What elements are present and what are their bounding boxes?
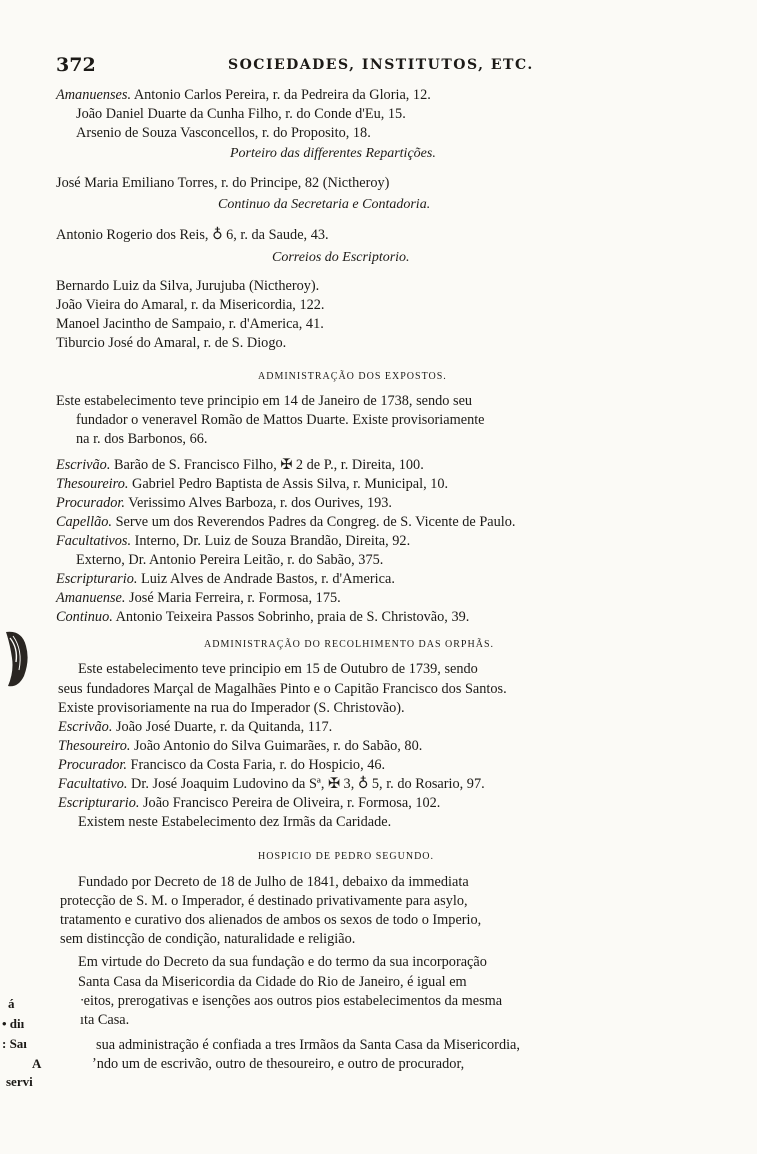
text-line: sem distincção de condição, naturalidade e religião. xyxy=(60,931,356,947)
margin-fragment: • diı xyxy=(2,1016,25,1031)
margin-fragment: á xyxy=(8,996,15,1011)
text-line: Facultativos. Interno, Dr. Luiz de Souza Brandão, Direita, 92. xyxy=(56,533,411,549)
text-line: Facultativo. Dr. José Joaquim Ludovino da Sª, ✠ 3, ♁ 5, r. do Rosario, 97. xyxy=(58,776,485,792)
text-line: Antonio Rogerio dos Reis, ♁ 6, r. da Saude, 43. xyxy=(56,227,329,243)
section-heading: ADMINISTRAÇÃO DOS EXPOSTOS. xyxy=(258,371,447,382)
text-line: Escripturario. Luiz Alves de Andrade Bastos, r. d'America. xyxy=(56,571,395,587)
text-line: Thesoureiro. João Antonio do Silva Guimarães, r. do Sabão, 80. xyxy=(58,738,423,754)
text-line: Continuo. Antonio Teixeira Passos Sobrinho, praia de S. Christovão, 39. xyxy=(56,609,470,625)
subheading: Correios do Escriptorio. xyxy=(272,250,410,265)
text-line: Procurador. Francisco da Costa Faria, r. do Hospicio, 46. xyxy=(58,757,386,773)
text-line: Existe provisoriamente na rua do Imperador (S. Christovão). xyxy=(58,700,405,716)
ink-blot-artifact xyxy=(4,628,30,690)
text-line: fundador o veneravel Romão de Mattos Duarte. Existe provisoriamente xyxy=(76,412,485,428)
text-line: sua administração é confiada a tres Irmãos da Santa Casa da Misericordia, xyxy=(96,1037,520,1053)
text-line: ʼndo um de escrivão, outro de thesoureiro, e outro de procurador, xyxy=(92,1056,465,1072)
subheading: Porteiro das differentes Repartições. xyxy=(230,146,436,161)
page-number: 372 xyxy=(56,54,96,76)
text-line: Arsenio de Souza Vasconcellos, r. do Proposito, 18. xyxy=(76,125,371,141)
text-line: Externo, Dr. Antonio Pereira Leitão, r. do Sabão, 375. xyxy=(76,552,384,568)
text-line: Santa Casa da Misericordia da Cidade do Rio de Janeiro, é igual em xyxy=(78,974,467,990)
text-line: Manoel Jacintho de Sampaio, r. d'America, 41. xyxy=(56,316,324,332)
text-line: ᐧeitos, prerogativas e isenções aos outros pios estabelecimentos da mesma xyxy=(80,993,503,1009)
text-line: ıta Casa. xyxy=(80,1012,130,1028)
text-line: Thesoureiro. Gabriel Pedro Baptista de Assis Silva, r. Municipal, 10. xyxy=(56,476,449,492)
margin-fragment: A xyxy=(32,1056,42,1071)
margin-fragment: servi xyxy=(6,1074,33,1089)
text-line: João Vieira do Amaral, r. da Misericordia, 122. xyxy=(56,297,325,313)
margin-fragment: : Saı xyxy=(2,1036,27,1051)
text-line: João Daniel Duarte da Cunha Filho, r. do Conde d'Eu, 15. xyxy=(76,106,406,122)
text-line: Bernardo Luiz da Silva, Jurujuba (Nictheroy). xyxy=(56,278,320,294)
text-line: seus fundadores Marçal de Magalhães Pinto e o Capitão Francisco dos Santos. xyxy=(58,681,507,697)
subheading: Continuo da Secretaria e Contadoria. xyxy=(218,197,431,212)
text-line: Amanuense. José Maria Ferreira, r. Formosa, 175. xyxy=(56,590,341,606)
text-line: Escripturario. João Francisco Pereira de Oliveira, r. Formosa, 102. xyxy=(58,795,441,811)
text-line: Este estabelecimento teve principio em 14 de Janeiro de 1738, sendo seu xyxy=(56,393,473,409)
text-line: Tiburcio José do Amaral, r. de S. Diogo. xyxy=(56,335,287,351)
section-heading: ADMINISTRAÇÃO DO RECOLHIMENTO DAS ORPHÃS. xyxy=(204,639,494,650)
text-line: Escrivão. João José Duarte, r. da Quitanda, 117. xyxy=(58,719,333,735)
text-line: Amanuenses. Antonio Carlos Pereira, r. da Pedreira da Gloria, 12. xyxy=(56,87,431,103)
text-line: Capellão. Serve um dos Reverendos Padres da Congreg. de S. Vicente de Paulo. xyxy=(56,514,516,530)
text-line: Em virtude do Decreto da sua fundação e do termo da sua incorporação xyxy=(78,954,487,970)
text-line: Escrivão. Barão de S. Francisco Filho, ✠ 2 de P., r. Direita, 100. xyxy=(56,457,424,473)
text-line: Este estabelecimento teve principio em 15 de Outubro de 1739, sendo xyxy=(78,661,478,677)
text-line: José Maria Emiliano Torres, r. do Principe, 82 (Nictheroy) xyxy=(56,175,390,191)
text-line: Existem neste Estabelecimento dez Irmãs da Caridade. xyxy=(78,814,392,830)
text-line: protecção de S. M. o Imperador, é destinado privativamente para asylo, xyxy=(60,893,468,909)
text-line: na r. dos Barbonos, 66. xyxy=(76,431,208,447)
text-line: Fundado por Decreto de 18 de Julho de 1841, debaixo da immediata xyxy=(78,874,469,890)
text-line: tratamento e curativo dos alienados de ambos os sexos de todo o Imperio, xyxy=(60,912,482,928)
text-line: Procurador. Verissimo Alves Barboza, r. dos Ourives, 193. xyxy=(56,495,392,511)
section-heading: HOSPICIO DE PEDRO SEGUNDO. xyxy=(258,851,435,862)
running-header xyxy=(56,54,686,78)
running-title: SOCIEDADES, INSTITUTOS, ETC. xyxy=(228,57,534,73)
